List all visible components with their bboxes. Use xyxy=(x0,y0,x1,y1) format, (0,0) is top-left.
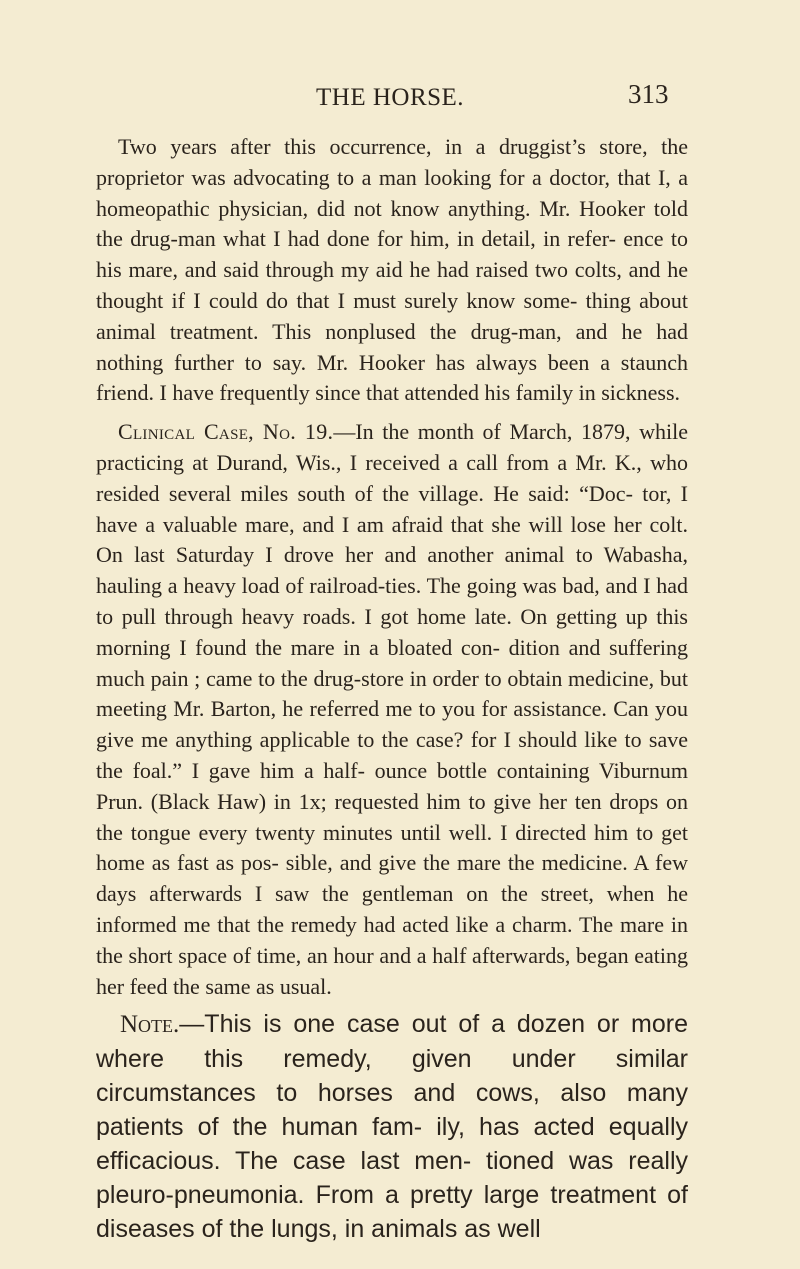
page-number: 313 xyxy=(628,79,669,109)
running-head xyxy=(0,70,800,110)
clinical-case-label: Clinical Case, No. 19. xyxy=(118,419,334,445)
paragraph-druggist: Two years after this occurrence, in a druggist’s store, the proprietor was advocating to a man looking for a doctor, that I, a homeopathic physician, did not know anything. Mr. Hooker told the drug-man what I had done for him, in detail, in refer- ence to his mare, and said through my aid he had raised two colts, and he thought if I could do that I must surely know some- thing about animal treatment. This nonplused the drug-man, and he had nothing further to say. Mr. Hooker has always been a staunch friend. I have frequently since that attended his family in sickness. xyxy=(96,134,688,406)
note-section xyxy=(96,1007,688,1246)
running-title: THE HORSE. xyxy=(316,84,465,111)
note-label: Note. xyxy=(120,1011,180,1038)
body-text xyxy=(96,132,688,1002)
note-text: —This is one case out of a dozen or more where this remedy, given under similar circumstances to horses and cows, also many patients of the human fam- ily, has acted equally efficacious. The case last men- tioned was really pleuro-pneumonia. From a pretty large treatment of diseases of the lungs, in animals as well xyxy=(96,1010,688,1243)
paragraph-clinical-case xyxy=(96,417,688,1002)
note-paragraph xyxy=(96,1007,688,1246)
clinical-case-text: —In the month of March, 1879, while practicing at Durand, Wis., I received a call from a Mr. K., who resided several miles south of the village. He said: “Doc- tor, I have a valuable mare, and I am afraid that she will lose her colt. On last Saturday I drove her and another animal to Wabasha, hauling a heavy load of railroad-ties. The going was bad, and I had to pull through heavy roads. I got home late. On getting up this morning I found the mare in a bloated con- dition and suffering much pain ; came to the drug-store in order to obtain medicine, but meeting Mr. Barton, he referred me to you for assistance. Can you give me anything applicable to the case? for I should like to save the foal.” I gave him a half- ounce bottle containing Viburnum Prun. (Black Haw) in 1x; requested him to give her ten drops on the tongue every twenty minutes until well. I directed him to get home as fast as pos- sible, and give the mare the medicine. A few days afterwards I saw the gentleman on the street, when he informed me that the remedy had acted like a charm. The mare in the short space of time, an hour and a half afterwards, began eating her feed the same as usual. xyxy=(96,419,688,999)
